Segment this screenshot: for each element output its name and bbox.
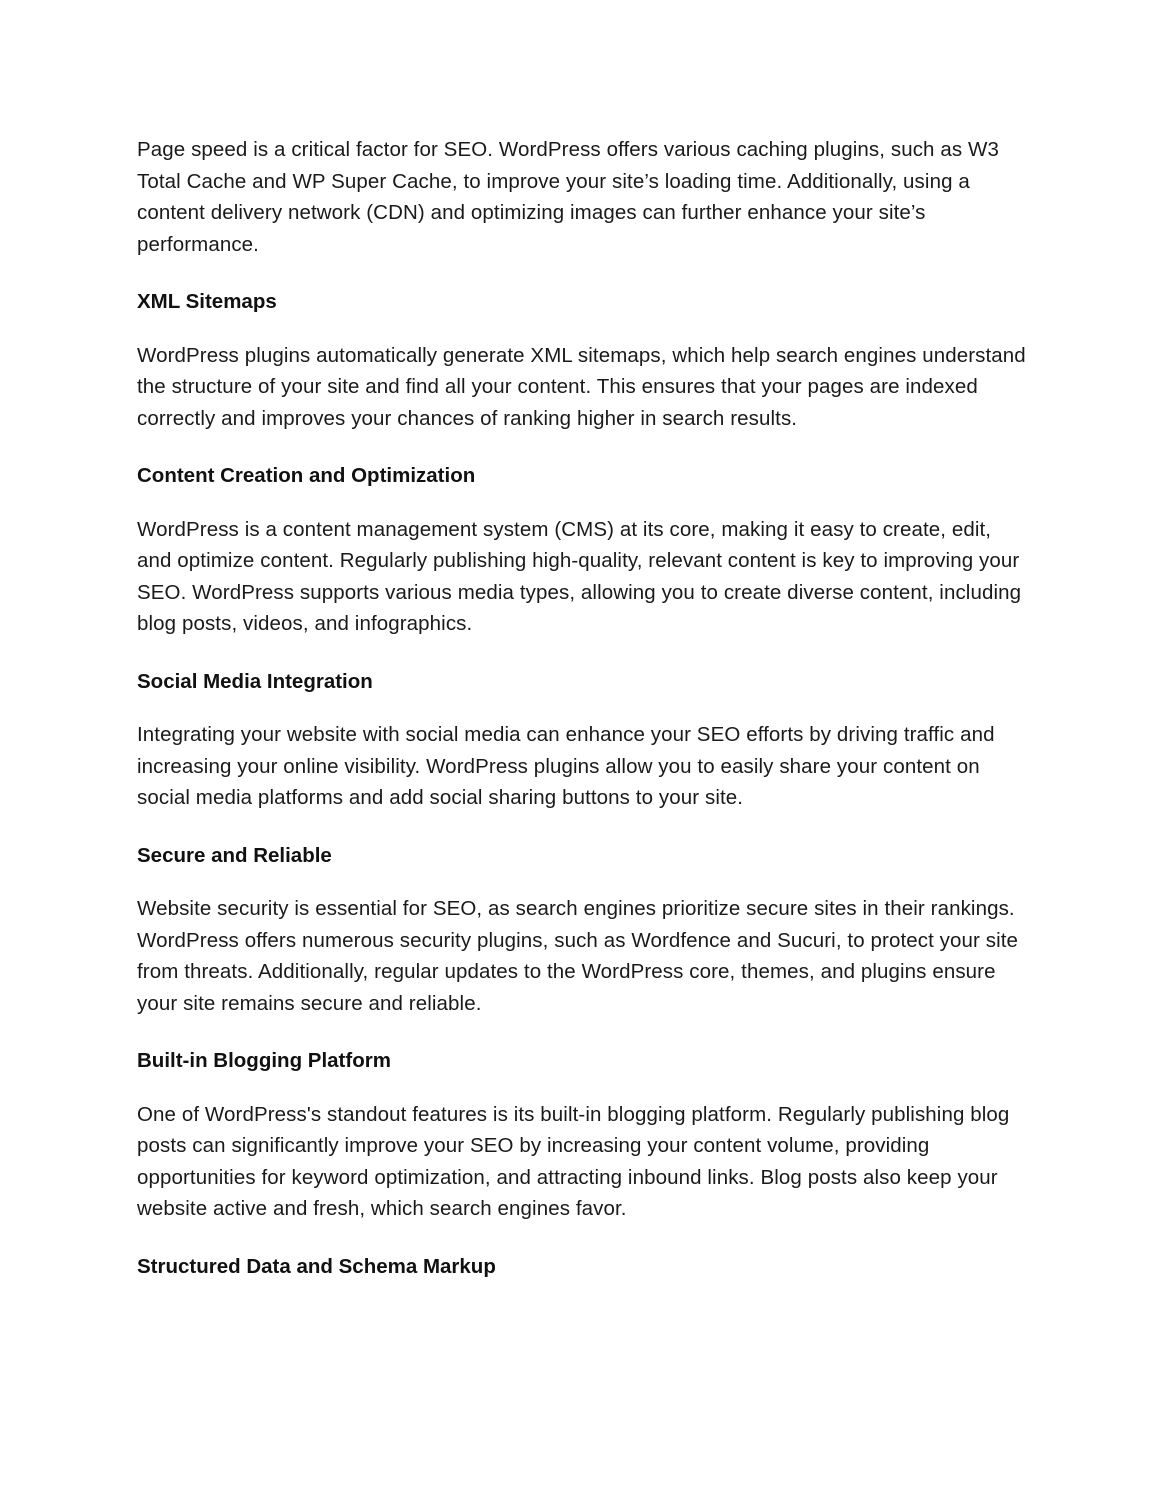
heading-structured-data: Structured Data and Schema Markup [137,1254,496,1278]
heading-secure-reliable: Secure and Reliable [137,843,332,867]
paragraph-secure-reliable: Website security is essential for SEO, as search engines prioritize secure sites in their rankings. WordPress offers numerous security plugins, such as Wordfence and Sucuri, to protect your site from threats. Additionally, regular updates to the WordPress core, themes, and plugins ensure your site remains secure and reliable. [137,897,1019,1015]
heading-blogging-platform: Built-in Blogging Platform [137,1049,391,1072]
paragraph-blogging-platform: One of WordPress's standout features is its built-in blogging platform. Regularly publishing blog posts can significantly improve your SEO by increasing your content volume, providing opportunities for keyword optimization, and attracting inbound links. Blog posts also keep your website active and fresh, which search engines favor. [137,1102,1010,1220]
document-page [137,134,1027,1282]
paragraph-content-creation: WordPress is a content management system (CMS) at its core, making it easy to create, edit, and optimize content. Regularly publishing high-quality, relevant content is key to improving your SEO. WordPress supports various media types, allowing you to create diverse content, including blog posts, videos, and infographics. [137,517,1022,635]
heading-xml-sitemaps: XML Sitemaps [137,290,277,313]
heading-social-media: Social Media Integration [137,669,373,693]
heading-content-creation: Content Creation and Optimization [137,464,476,487]
paragraph-xml-sitemaps: WordPress plugins automatically generate XML sitemaps, which help search engines understand the structure of your site and find all your content. This ensures that your pages are indexed correctly and improves your chances of ranking higher in search results. [137,343,1026,430]
paragraph-page-speed: Page speed is a critical factor for SEO. WordPress offers various caching plugins, such as W3 Total Cache and WP Super Cache, to improve your site’s loading time. Additionally, using a content delivery network (CDN) and optimizing images can further enhance your site’s performance. [137,138,999,256]
paragraph-social-media: Integrating your website with social media can enhance your SEO efforts by driving traffic and increasing your online visibility. WordPress plugins allow you to easily share your content on social media platforms and add social sharing buttons to your site. [137,723,995,809]
